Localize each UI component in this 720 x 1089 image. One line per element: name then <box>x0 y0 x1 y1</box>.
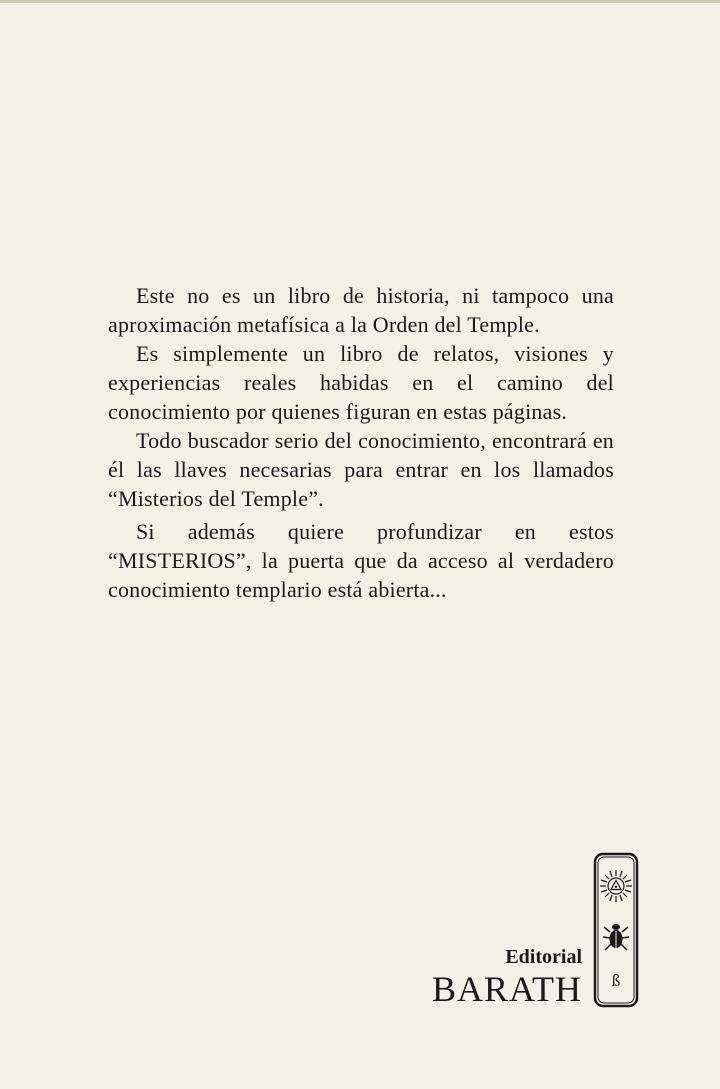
page-edge <box>0 0 720 3</box>
publisher-imprint <box>410 945 582 1009</box>
blurb-paragraph-3: Todo buscador serio del conocimiento, encontrará en él las llaves necesarias para entrar en los llamados “Misterios del Temple”. <box>108 428 614 511</box>
back-cover-blurb <box>108 281 614 604</box>
publisher-logo <box>593 852 639 1008</box>
publisher-logo-frame-icon <box>593 852 639 1008</box>
scarab-icon <box>603 924 629 950</box>
logo-letter: ß <box>611 971 621 990</box>
publisher-label: Editorial <box>505 946 582 968</box>
publisher-name: BARATH <box>431 969 582 1009</box>
blurb-paragraph-4: Si además quiere profundizar en estos “MISTERIOS”, la puerta que da acceso al verdadero conocimiento templario está abierta... <box>108 519 614 602</box>
blurb-paragraph-1: Este no es un libro de historia, ni tampoco una aproximación metafísica a la Orden del Temple. <box>108 283 614 337</box>
sun-eye-triangle-icon <box>600 870 632 902</box>
blurb-paragraph-2: Es simplemente un libro de relatos, visiones y experiencias reales habidas en el camino del conocimiento por quienes figuran en estas páginas. <box>108 341 614 424</box>
